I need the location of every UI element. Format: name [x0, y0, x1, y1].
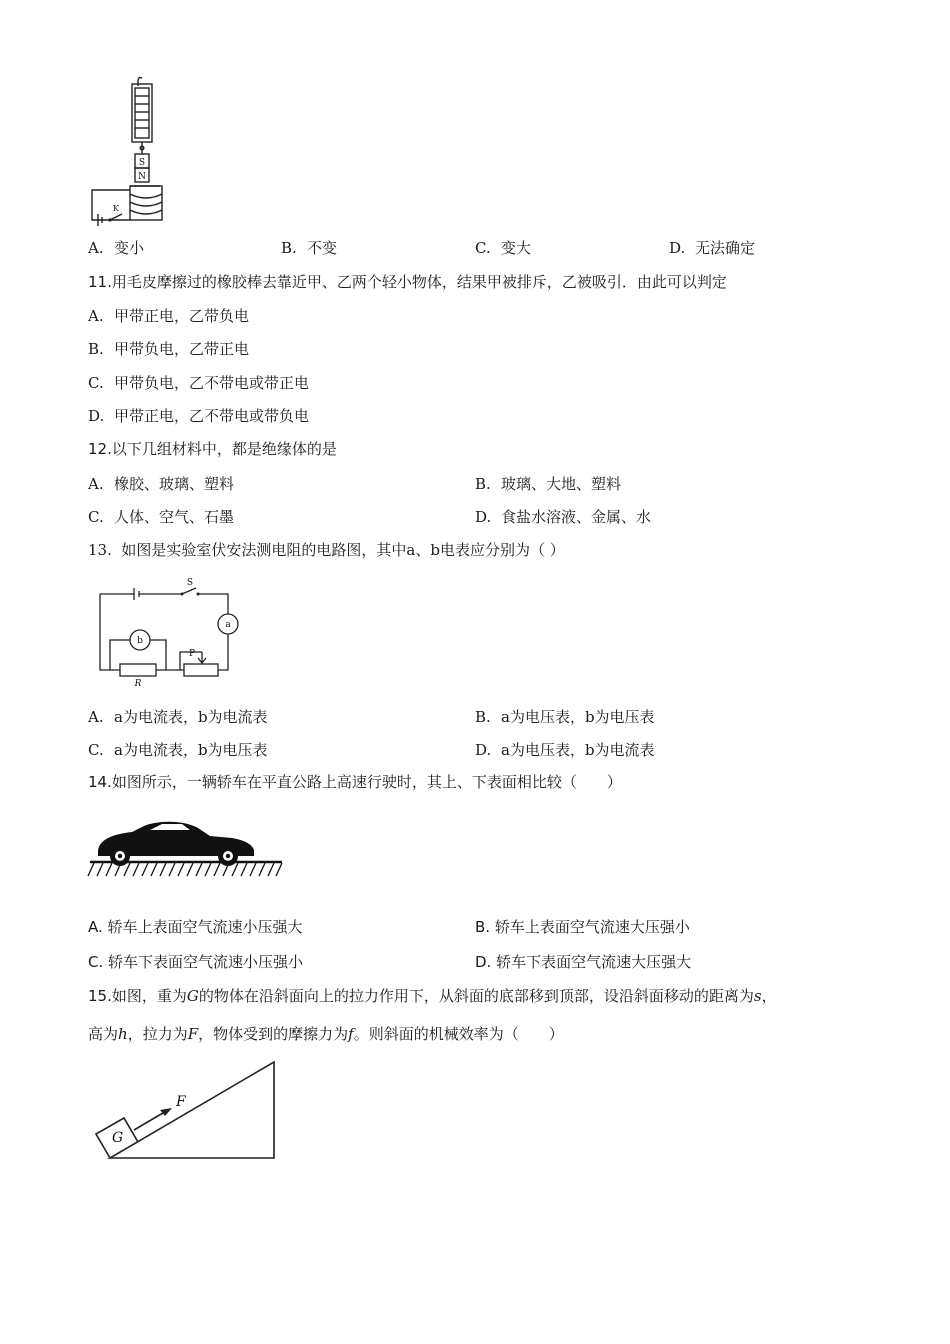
q13-switch-s-label: S: [186, 578, 194, 588]
q12-option-d-text: 食盐水溶液、金属、水: [501, 508, 652, 526]
q14-option-b-text: 轿车上表面空气流速大压强小: [494, 918, 690, 936]
q11-option-d[interactable]: [88, 406, 309, 426]
q13-option-b-text: a为电压表，b为电压表: [501, 708, 655, 726]
q11-option-d-letter: D.: [88, 407, 105, 425]
q11-option-b-letter: B.: [88, 340, 104, 358]
q15-line1-b: 的物体在沿斜面向上的拉力作用下，从斜面的底部移到顶部，设沿斜面移动的距离为: [198, 987, 754, 1005]
q14-option-a-text: 轿车上表面空气流速小压强大: [107, 918, 303, 936]
q14-option-c-letter: C.: [88, 953, 104, 971]
q12-option-c[interactable]: [88, 507, 234, 527]
q15-force-f-label: F: [176, 1094, 186, 1110]
q10-option-b-text: 不变: [307, 239, 338, 257]
q12-option-c-letter: C.: [88, 508, 104, 526]
q15-line1-c: ，: [761, 987, 777, 1005]
q12-option-b-text: 玻璃、大地、塑料: [501, 475, 622, 493]
q10-option-a-text: 变小: [114, 239, 145, 257]
q10-option-b[interactable]: [281, 238, 337, 258]
q10-option-d-text: 无法确定: [695, 239, 756, 257]
q15-line2-b: ，拉力为: [127, 1025, 188, 1043]
q13-option-a-text: a为电流表，b为电流表: [114, 708, 268, 726]
q13-option-c-text: a为电流表，b为电压表: [114, 741, 268, 759]
q13-stem-text: 如图是实验室伏安法测电阻的电路图，其中a、b电表应分别为（ ）: [121, 541, 565, 559]
q13-resistor-r-label: R: [134, 679, 142, 688]
q11-option-d-text: 甲带正电，乙不带电或带负电: [114, 407, 310, 425]
q14-stem-text: 如图所示，一辆轿车在平直公路上高速行驶时，其上、下表面相比较（ ）: [111, 773, 622, 791]
q10-magnet-n-label: N: [138, 172, 146, 182]
q13-option-a[interactable]: [88, 707, 268, 727]
q15-line2-a: 高为: [88, 1025, 119, 1043]
q10-option-d[interactable]: [669, 238, 755, 258]
q11-option-b[interactable]: [88, 339, 249, 359]
q11-number: 11.: [88, 273, 112, 291]
q10-option-c-letter: C.: [475, 239, 491, 257]
q13-stem: [88, 539, 565, 561]
q10-spring-balance-figure: [86, 74, 182, 226]
q12-option-a-letter: A.: [88, 475, 104, 493]
q10-switch-k-label: K: [113, 204, 119, 213]
q10-option-a[interactable]: [88, 238, 144, 258]
q13-option-b-letter: B.: [475, 708, 491, 726]
q13-option-d-text: a为电压表，b为电流表: [501, 741, 655, 759]
q15-stem-line1: [88, 985, 777, 1007]
q11-option-a-text: 甲带正电，乙带负电: [114, 307, 250, 325]
q15-stem-line2: [88, 1023, 564, 1045]
q10-option-c-text: 变大: [501, 239, 532, 257]
q15-var-f: f: [348, 1025, 354, 1043]
q14-option-b[interactable]: [475, 917, 690, 937]
q14-option-d[interactable]: [475, 952, 691, 972]
q15-incline-figure: [90, 1058, 280, 1164]
q12-option-d[interactable]: [475, 507, 651, 527]
q13-option-b[interactable]: [475, 707, 655, 727]
q13-option-a-letter: A.: [88, 708, 104, 726]
q15-number: 15.: [88, 987, 112, 1005]
q14-option-d-text: 轿车下表面空气流速大压强大: [496, 953, 692, 971]
q14-option-c[interactable]: [88, 952, 303, 972]
q11-option-c-letter: C.: [88, 374, 104, 392]
q14-option-b-letter: B.: [475, 918, 491, 936]
q12-option-b[interactable]: [475, 474, 621, 494]
q11-option-b-text: 甲带负电，乙带正电: [114, 340, 250, 358]
q15-weight-g-label: G: [112, 1130, 124, 1146]
q13-option-c-letter: C.: [88, 741, 104, 759]
q14-option-a-letter: A.: [88, 918, 103, 936]
q11-option-a-letter: A.: [88, 307, 104, 325]
q14-car-figure: [86, 816, 286, 882]
q15-var-f-cap: F: [187, 1025, 199, 1043]
q12-option-a-text: 橡胶、玻璃、塑料: [114, 475, 235, 493]
q10-option-c[interactable]: [475, 238, 531, 258]
q15-line2-d: 。则斜面的机械效率为（ ）: [353, 1025, 564, 1043]
q12-number: 12.: [88, 440, 112, 458]
q14-stem: [88, 771, 622, 793]
q13-circuit-figure: [94, 576, 244, 688]
q11-stem-text: 用毛皮摩擦过的橡胶棒去靠近甲、乙两个轻小物体，结果甲被排斥，乙被吸引．由此可以判定: [111, 273, 727, 291]
q15-line2-c: ，物体受到的摩擦力为: [198, 1025, 349, 1043]
q12-option-c-text: 人体、空气、石墨: [114, 508, 235, 526]
q14-option-a[interactable]: [88, 917, 303, 937]
q12-option-a[interactable]: [88, 474, 234, 494]
q10-magnet-s-label: S: [138, 158, 146, 168]
q11-option-c-text: 甲带负电，乙不带电或带正电: [114, 374, 310, 392]
q14-option-c-text: 轿车下表面空气流速小压强小: [108, 953, 304, 971]
q13-meter-b-label: b: [137, 636, 143, 646]
q13-option-d[interactable]: [475, 740, 655, 760]
q13-option-c[interactable]: [88, 740, 268, 760]
q14-number: 14.: [88, 773, 112, 791]
q14-option-d-letter: D.: [475, 953, 492, 971]
q13-option-d-letter: D.: [475, 741, 492, 759]
q10-option-b-letter: B.: [281, 239, 297, 257]
q15-line1-a: 如图，重为: [111, 987, 187, 1005]
q13-slider-p-label: P: [188, 649, 196, 659]
q12-stem: [88, 438, 337, 460]
q10-option-a-letter: A.: [88, 239, 104, 257]
q11-stem: [88, 271, 727, 293]
q15-var-h: h: [118, 1025, 128, 1043]
q12-option-b-letter: B.: [475, 475, 491, 493]
q13-number: 13.: [88, 541, 112, 559]
q11-option-c[interactable]: [88, 373, 309, 393]
q12-option-d-letter: D.: [475, 508, 492, 526]
q11-option-a[interactable]: [88, 306, 249, 326]
q15-var-g: G: [186, 987, 199, 1005]
q12-stem-text: 以下几组材料中，都是绝缘体的是: [111, 440, 337, 458]
q15-var-s: s: [753, 987, 762, 1005]
q10-option-d-letter: D.: [669, 239, 686, 257]
q13-meter-a-label: a: [225, 620, 231, 630]
